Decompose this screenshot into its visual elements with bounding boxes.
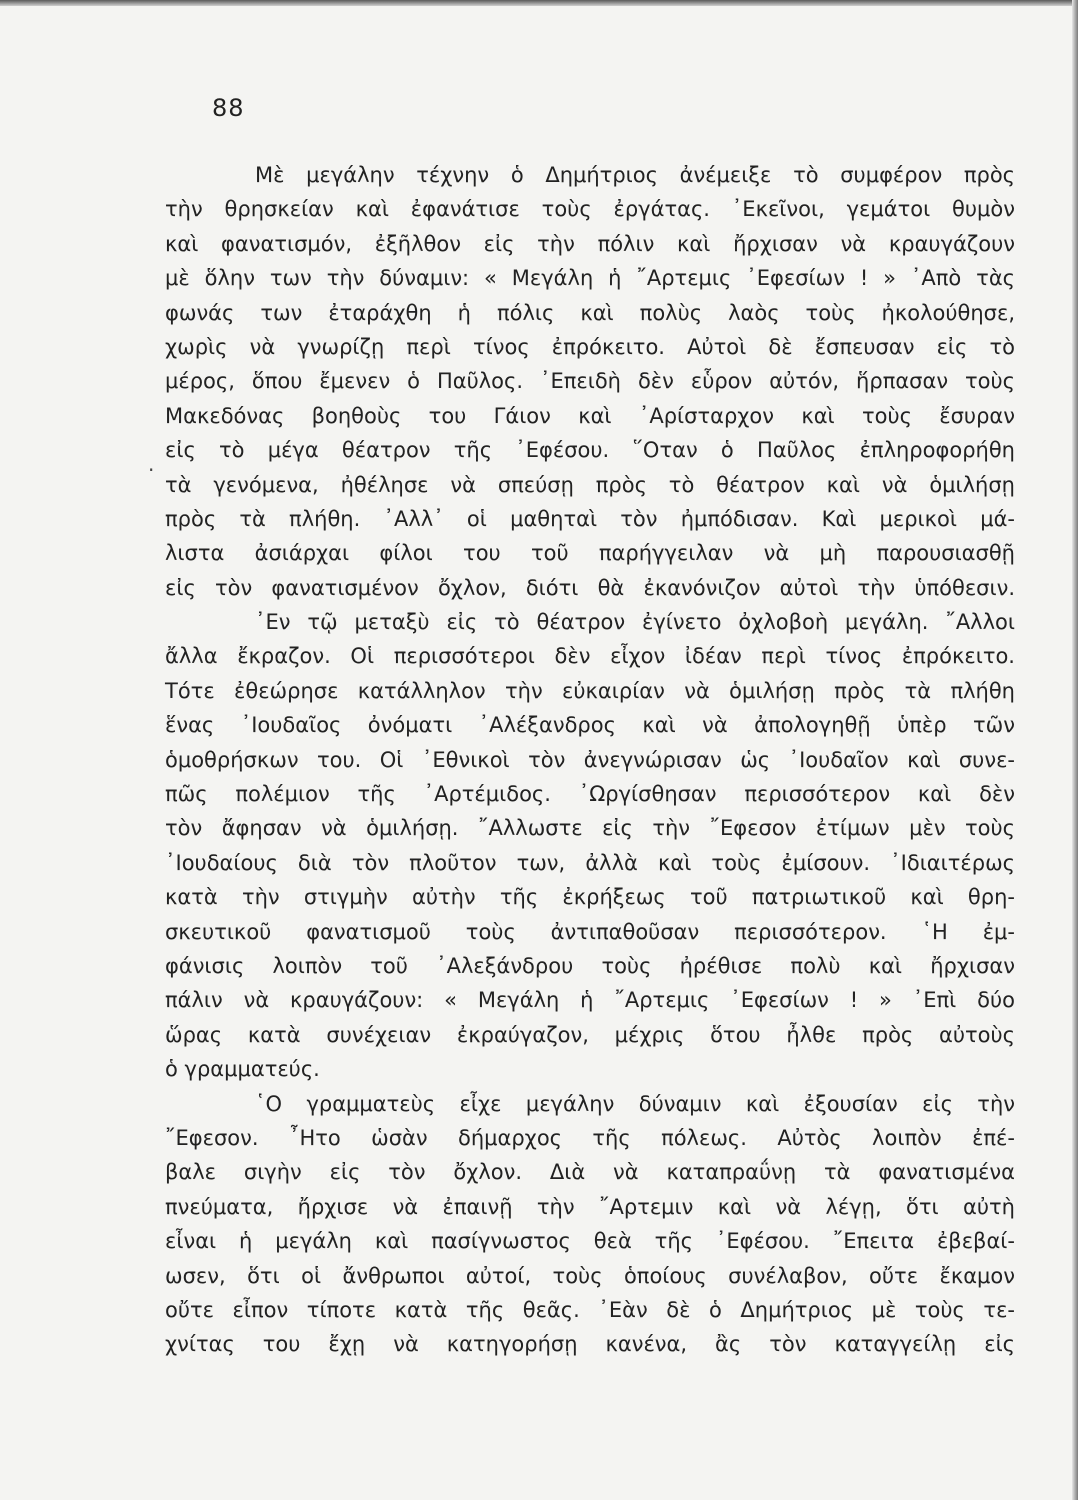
text-line: χνίτας του ἔχῃ νὰ κατηγορήσῃ κανένα, ἂς τὸν καταγγείλῃ εἰς bbox=[165, 1332, 1015, 1357]
text-line: κατὰ τὴν στιγμὴν αὐτὴν τῆς ἐκρήξεως τοῦ πατριωτικοῦ καὶ θρη- bbox=[165, 885, 1015, 910]
body-text bbox=[165, 158, 1015, 1362]
text-line: εἶναι ἡ μεγάλη καὶ πασίγνωστος θεὰ τῆς ᾿Εφέσου. ῎Επειτα ἐβεβαί- bbox=[165, 1229, 1015, 1254]
text-line: πῶς πολέμιον τῆς ᾿Αρτέμιδος. ᾿Ωργίσθησαν περισσότερον καὶ δὲν bbox=[165, 782, 1015, 807]
text-line: ὁ γραμματεύς. bbox=[165, 1057, 320, 1082]
text-line: οὔτε εἶπον τίποτε κατὰ τῆς θεᾶς. ᾿Εὰν δὲ ὁ Δημήτριος μὲ τοὺς τε- bbox=[165, 1297, 1015, 1322]
text-line: Μακεδόνας βοηθοὺς του Γάιον καὶ ᾿Αρίσταρχον καὶ τοὺς ἔσυραν bbox=[165, 403, 1015, 428]
text-line: σκευτικοῦ φανατισμοῦ τοὺς ἀντιπαθοῦσαν περισσότερον. ῾Η ἐμ- bbox=[165, 919, 1015, 944]
text-line: εἰς τὸν φανατισμένον ὄχλον, διότι θὰ ἐκανόνιζον αὐτοὶ τὴν ὑπόθεσιν. bbox=[165, 575, 1015, 600]
margin-mark: · bbox=[148, 458, 155, 482]
text-line: ῾Ο γραμματεὺς εἶχε μεγάλην δύναμιν καὶ ἐξουσίαν εἰς τὴν bbox=[255, 1091, 1015, 1116]
text-line: μέρος, ὅπου ἔμενεν ὁ Παῦλος. ᾿Επειδὴ δὲν εὗρον αὐτόν, ἥρπασαν τοὺς bbox=[165, 369, 1015, 394]
text-line: φωνάς των ἐταράχθη ἡ πόλις καὶ πολὺς λαὸς τοὺς ἠκολούθησε, bbox=[165, 300, 1015, 325]
text-line: ωσεν, ὅτι οἱ ἄνθρωποι αὐτοί, τοὺς ὁποίους συνέλαβον, οὔτε ἔκαμον bbox=[165, 1263, 1015, 1288]
text-line: ἕνας ᾿Ιουδαῖος ὀνόματι ᾿Αλέξανδρος καὶ νὰ ἀπολογηθῇ ὑπὲρ τῶν bbox=[165, 713, 1015, 738]
text-line: ῎Εφεσον. ῏Ητο ὡσὰν δήμαρχος τῆς πόλεως. Αὐτὸς λοιπὸν ἐπέ- bbox=[165, 1125, 1015, 1150]
text-line: Μὲ μεγάλην τέχνην ὁ Δημήτριος ἀνέμειξε τὸ συμφέρον πρὸς bbox=[255, 163, 1015, 187]
page-number: 88 bbox=[212, 94, 245, 122]
text-line: πάλιν νὰ κραυγάζουν: « Μεγάλη ἡ ῎Αρτεμις ᾿Εφεσίων ! » ᾿Επὶ δύο bbox=[165, 988, 1015, 1013]
text-line: πνεύματα, ἤρχισε νὰ ἐπαινῇ τὴν ῎Αρτεμιν καὶ νὰ λέγῃ, ὅτι αὐτὴ bbox=[165, 1194, 1015, 1219]
text-line: ᾿Ιουδαίους διὰ τὸν πλοῦτον των, ἀλλὰ καὶ τοὺς ἐμίσουν. ᾿Ιδιαιτέρως bbox=[165, 850, 1015, 875]
text-line: ὁμοθρήσκων του. Οἱ ᾿Εθνικοὶ τὸν ἀνεγνώρισαν ὡς ᾿Ιουδαῖον καὶ συνε- bbox=[165, 747, 1015, 772]
text-line: καὶ φανατισμόν, ἐξῆλθον εἰς τὴν πόλιν καὶ ἤρχισαν νὰ κραυγάζουν bbox=[165, 231, 1015, 256]
text-line: εἰς τὸ μέγα θέατρον τῆς ᾿Εφέσου. ῞Οταν ὁ Παῦλος ἐπληροφορήθη bbox=[165, 438, 1015, 463]
text-line: πρὸς τὰ πλήθη. ᾿Αλλ᾿ οἱ μαθηταὶ τὸν ἠμπόδισαν. Καὶ μερικοὶ μά- bbox=[165, 506, 1015, 531]
text-line: τὰ γενόμενα, ἠθέλησε νὰ σπεύσῃ πρὸς τὸ θέατρον καὶ νὰ ὁμιλήσῃ bbox=[165, 472, 1015, 497]
text-line: ὥρας κατὰ συνέχειαν ἐκραύγαζον, μέχρις ὅτου ἦλθε πρὸς αὐτοὺς bbox=[165, 1022, 1015, 1047]
text-line: μὲ ὅλην των τὴν δύναμιν: « Μεγάλη ἡ ῎Αρτεμις ᾿Εφεσίων ! » ᾿Απὸ τὰς bbox=[165, 266, 1015, 291]
text-line: βαλε σιγὴν εἰς τὸν ὄχλον. Διὰ νὰ καταπραΰνῃ τὰ φανατισμένα bbox=[165, 1160, 1015, 1185]
text-line: φάνισις λοιπὸν τοῦ ᾿Αλεξάνδρου τοὺς ἠρέθισε πολὺ καὶ ἤρχισαν bbox=[165, 953, 1015, 978]
text-line: χωρὶς νὰ γνωρίζῃ περὶ τίνος ἐπρόκειτο. Αὐτοὶ δὲ ἔσπευσαν εἰς τὸ bbox=[165, 334, 1015, 359]
text-line: ἄλλα ἔκραζον. Οἱ περισσότεροι δὲν εἶχον ἰδέαν περὶ τίνος ἐπρόκειτο. bbox=[165, 644, 1015, 669]
text-line: τὸν ἄφησαν νὰ ὁμιλήσῃ. ῎Αλλωστε εἰς τὴν ῎Εφεσον ἐτίμων μὲν τοὺς bbox=[165, 816, 1015, 841]
page-right-edge bbox=[1072, 0, 1078, 1500]
text-line: λιστα ἀσιάρχαι φίλοι του τοῦ παρήγγειλαν νὰ μὴ παρουσιασθῇ bbox=[165, 541, 1015, 566]
text-line: τὴν θρησκείαν καὶ ἐφανάτισε τοὺς ἐργάτας. ᾿Εκεῖνοι, γεμάτοι θυμὸν bbox=[165, 197, 1015, 222]
page-top-edge bbox=[0, 0, 1078, 6]
text-line: Τότε ἐθεώρησε κατάλληλον τὴν εὐκαιρίαν νὰ ὁμιλήσῃ πρὸς τὰ πλήθη bbox=[165, 678, 1015, 703]
text-line: ᾿Εν τῷ μεταξὺ εἰς τὸ θέατρον ἐγίνετο ὀχλοβοὴ μεγάλη. ῎Αλλοι bbox=[255, 610, 1015, 635]
